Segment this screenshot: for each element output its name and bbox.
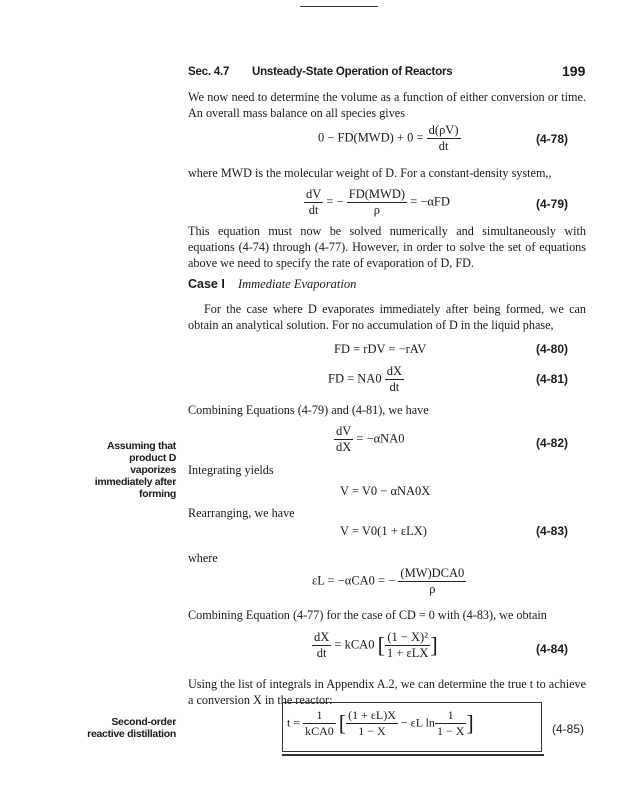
paragraph: Rearranging, we have — [188, 506, 295, 520]
fraction — [346, 708, 398, 739]
denominator: 1 + εLX — [386, 646, 429, 660]
equation-epsilon — [312, 566, 466, 597]
numerator: (1 + εL)X — [348, 708, 396, 722]
denominator: kCA0 — [305, 724, 334, 738]
fraction — [303, 708, 336, 739]
paragraph: Using the list of integrals in Appendix A.2, we can determine the true t to achieve a conversion X in the reactor: — [188, 677, 586, 707]
paragraph: For the case where D evaporates immediately after being formed, we can obtain an analytical solution. For no accumulation of D in the liquid phase, — [188, 302, 586, 332]
eq-lhs: t = — [287, 715, 301, 730]
fraction — [385, 630, 430, 661]
fraction — [385, 364, 404, 395]
denominator: dt — [389, 380, 400, 394]
numerator: 1 — [303, 708, 336, 724]
eq-lhs: εL = −αCA0 = − — [312, 573, 396, 588]
fraction — [427, 123, 461, 154]
equation-4-82 — [334, 424, 404, 455]
paragraph: This equation must now be solved numerically and simultaneously with equations (4-74) through (4-77). However, in order to solve the set of equations above we need to specify the rate of evaporation of D, FD. — [188, 224, 586, 270]
bracket-right: ] — [466, 710, 474, 736]
equation-4-79 — [304, 187, 450, 218]
section-number: Sec. 4.7 — [188, 66, 230, 78]
equation-4-83: V = V0(1 + εLX) — [340, 524, 427, 538]
eq-operator: = kCA0 — [334, 637, 375, 652]
case-title: Immediate Evaporation — [237, 277, 357, 291]
eq-lhs: 0 − FD(MWD) + 0 = — [318, 130, 424, 145]
denominator: ρ — [429, 582, 436, 596]
equation-4-78 — [318, 123, 461, 154]
numerator: 1 — [435, 708, 466, 724]
denominator: dX — [336, 440, 352, 454]
equation-number: (4-85) — [552, 722, 585, 736]
equation-4-85 — [287, 708, 474, 739]
denominator: dt — [438, 139, 449, 153]
page-number: 199 — [562, 63, 586, 79]
numerator: d(ρV) — [428, 123, 459, 137]
eq-operator: − εL ln — [400, 715, 435, 730]
numerator: FD(MWD) — [348, 187, 406, 201]
denominator: ρ — [373, 203, 381, 217]
equation-number: (4-80) — [536, 342, 569, 356]
equation-number: (4-78) — [536, 132, 569, 146]
fraction — [334, 424, 353, 455]
numerator: (1 − X)² — [385, 630, 430, 646]
denominator: dt — [308, 203, 319, 217]
fraction — [312, 630, 331, 661]
bracket-right: ] — [430, 632, 438, 658]
denominator: dt — [316, 646, 327, 660]
equation-4-81 — [328, 364, 404, 395]
paragraph: where — [188, 551, 218, 565]
numerator: dV — [336, 424, 352, 438]
equation-number: (4-84) — [536, 642, 569, 656]
eq-lhs: FD = NA0 — [328, 371, 382, 386]
equation-4-80: FD = rDV = −rAV — [334, 342, 427, 356]
fraction — [304, 187, 323, 218]
equation-number: (4-79) — [536, 197, 569, 211]
margin-note: Second-order reactive distillation — [87, 716, 176, 740]
denominator: 1 − X — [436, 724, 465, 738]
eq-rhs: = −αNA0 — [356, 431, 405, 446]
fraction — [347, 187, 407, 218]
fraction — [398, 566, 466, 597]
equation-box-shadow — [282, 754, 544, 756]
equation-4-84 — [312, 630, 438, 661]
fraction — [435, 708, 466, 739]
numerator: dX — [314, 630, 330, 644]
paragraph: Combining Equation (4-77) for the case of CD = 0 with (4-83), we obtain — [188, 608, 547, 622]
numerator: (MW)DCA0 — [400, 566, 465, 580]
case-heading — [188, 277, 356, 292]
eq-operator: = − — [326, 194, 344, 209]
running-title: Unsteady-State Operation of Reactors — [252, 66, 453, 78]
paragraph: Combining Equations (4-79) and (4-81), we have — [188, 403, 429, 417]
equation-number: (4-83) — [536, 524, 569, 538]
denominator: 1 − X — [358, 724, 386, 738]
equation-number: (4-81) — [536, 372, 569, 386]
numerator: dV — [306, 187, 322, 201]
bracket-left: [ — [377, 632, 385, 658]
numerator: dX — [386, 364, 402, 378]
top-rule — [300, 6, 378, 7]
equation-number: (4-82) — [536, 436, 569, 450]
paragraph: Integrating yields — [188, 463, 274, 477]
case-label: Case I — [188, 277, 225, 291]
eq-rhs: = −αFD — [410, 194, 450, 209]
bracket-left: [ — [338, 710, 347, 736]
paragraph: where MWD is the molecular weight of D. For a constant-density system,, — [188, 166, 552, 180]
margin-note: Assuming that product D vaporizes immediately after forming — [94, 440, 176, 500]
paragraph: We now need to determine the volume as a function of either conversion or time. An overall mass balance on all species gives — [188, 90, 586, 120]
equation-integrated: V = V0 − αNA0X — [340, 484, 431, 498]
